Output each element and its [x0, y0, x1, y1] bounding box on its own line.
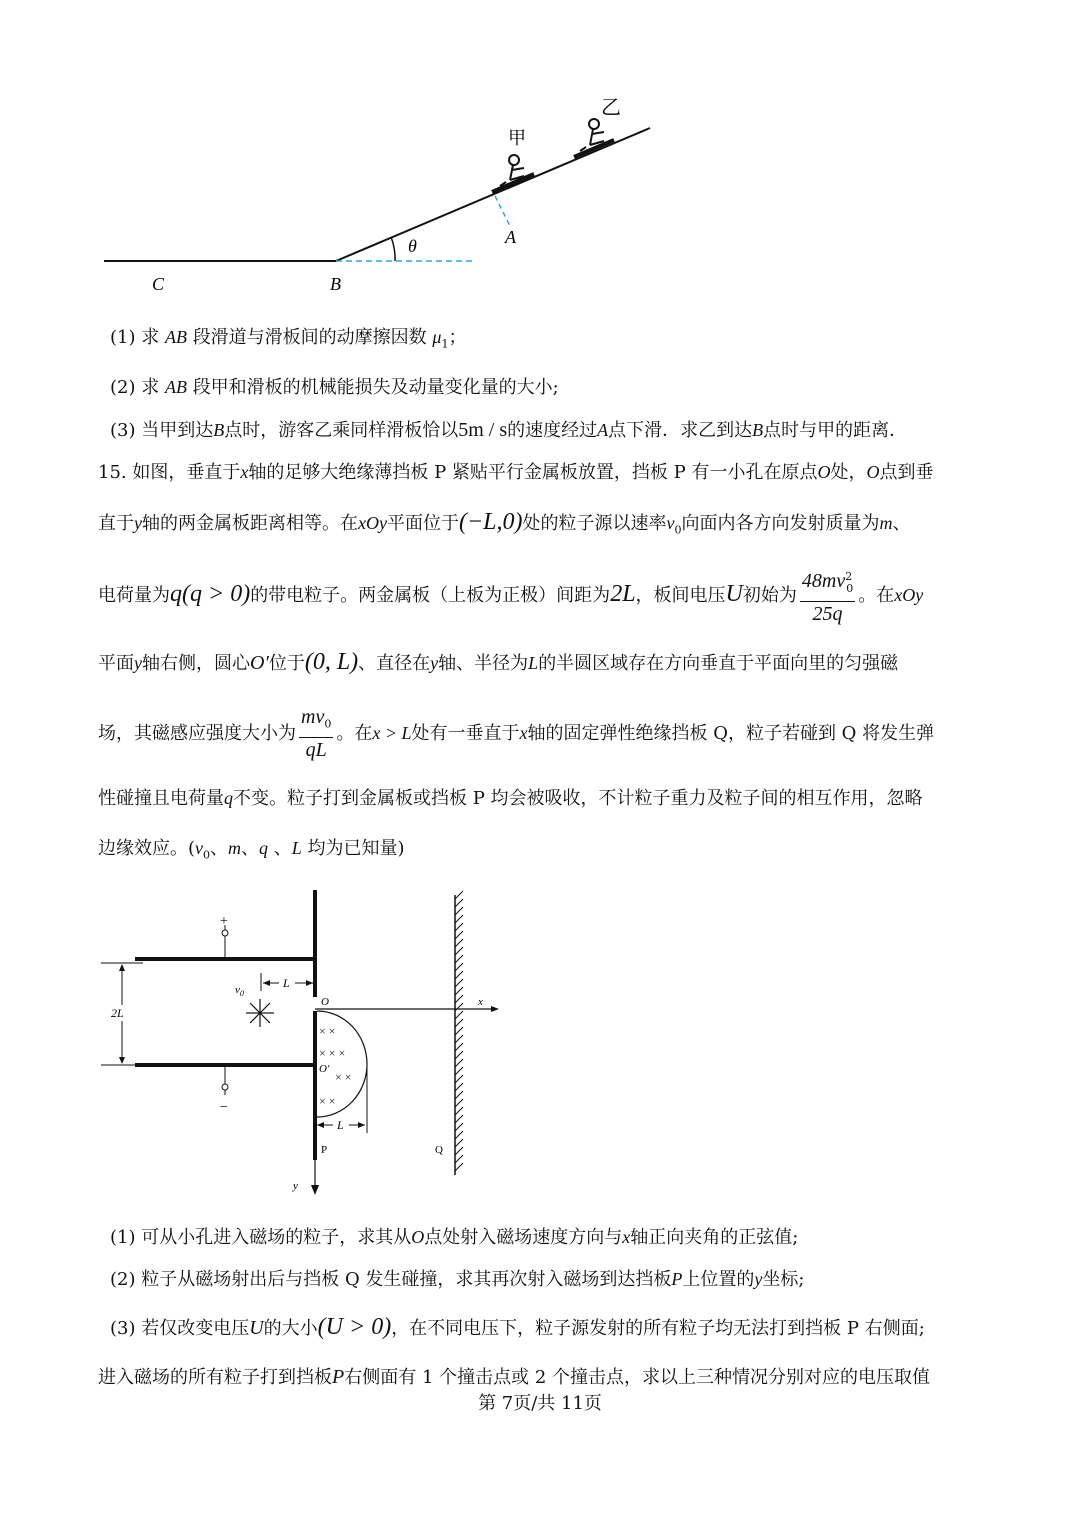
hatch-mark — [455, 1139, 463, 1147]
hatch-mark — [455, 1083, 463, 1091]
hatch-mark — [455, 939, 463, 947]
label-O: O — [321, 996, 329, 1008]
hatch-mark — [455, 907, 463, 915]
svg-text:× ×: × × — [335, 1070, 352, 1084]
math: m — [228, 838, 242, 858]
hatch-mark — [455, 899, 463, 907]
text: 轴的固定弹性绝缘挡板 Q，粒子若碰到 Q 将发生弹 — [527, 722, 935, 744]
math: 25q — [812, 602, 843, 625]
math: x — [240, 462, 249, 482]
text: 平面 — [98, 653, 134, 674]
hatch-mark — [455, 1011, 463, 1019]
label-jia: 甲 — [508, 128, 526, 148]
text: 点时与甲的距离． — [763, 420, 908, 441]
text: 处有一垂直于 — [411, 722, 520, 744]
math: U — [725, 580, 743, 607]
math: q — [224, 788, 233, 808]
math: A — [597, 420, 609, 440]
hatch-mark — [455, 947, 463, 955]
label-B: B — [330, 274, 341, 294]
text: 电荷量为 — [98, 584, 170, 606]
text: 点下滑．求乙到达 — [608, 420, 753, 441]
text: (1) 可从小孔进入磁场的粒子，求其从 — [110, 1227, 412, 1248]
text: 、 — [241, 838, 260, 859]
hatch-mark — [455, 1075, 463, 1083]
math: xOy — [894, 584, 924, 605]
text: 15. 如图，垂直于 — [98, 462, 241, 483]
label-2L: 2L — [111, 1006, 124, 1020]
label-theta: θ — [408, 236, 417, 256]
math: (0, L) — [304, 649, 359, 675]
q14-part2 — [110, 375, 559, 400]
text: 、 — [268, 838, 292, 859]
particle-source-icon — [246, 999, 274, 1027]
text: (3) 当甲到达 — [110, 420, 214, 441]
slope-line — [336, 128, 650, 261]
hatch-mark — [455, 955, 463, 963]
text: 直于 — [98, 513, 134, 534]
hatch-mark — [455, 1067, 463, 1075]
hatch-mark — [455, 923, 463, 931]
text: 轴的两金属板距离相等。在 — [142, 513, 358, 534]
hatch-mark — [455, 1115, 463, 1123]
text: 、直径在 — [358, 653, 431, 674]
math: qL — [305, 738, 327, 761]
text: 均为已知量) — [301, 838, 405, 859]
math: (U > 0) — [317, 1314, 392, 1340]
text: (2) 粒子从磁场射出后与挡板 Q 发生碰撞，求其再次射入磁场到达挡板 — [110, 1269, 672, 1290]
text: 初始为 — [742, 584, 797, 606]
label-L-bottom: L — [337, 1118, 344, 1132]
hatch-mark — [455, 915, 463, 923]
math: AB — [164, 327, 187, 347]
math: P — [332, 1366, 345, 1388]
text: 的速度经过 — [507, 420, 598, 441]
math: y — [430, 653, 439, 673]
text: 边缘效应。( — [98, 838, 196, 859]
text: 轴正向夹角的正弦值; — [630, 1227, 799, 1248]
q15-line4 — [98, 650, 898, 676]
hatch-mark — [455, 1027, 463, 1035]
math: 48mv — [801, 570, 846, 592]
math: x — [519, 722, 528, 743]
text: 轴右侧，圆心 — [142, 653, 250, 674]
math-sub: 0 — [674, 523, 682, 537]
hatch-mark — [455, 1155, 463, 1163]
label-L-top: L — [283, 976, 290, 990]
text: 点处射入磁场速度方向与 — [424, 1227, 623, 1248]
math: O — [411, 1227, 425, 1247]
text: 右侧面有 1 个撞击点或 2 个撞击点，求以上三种情况分别对应的电压取值 — [344, 1367, 931, 1388]
text: ，在不同电压下，粒子源发射的所有粒子均无法打到挡板 P 右侧面; — [391, 1318, 925, 1339]
math: q(q > 0) — [170, 580, 251, 607]
math: y — [134, 653, 142, 673]
label-A: A — [505, 227, 516, 247]
q15-line5 — [98, 706, 934, 762]
hatch-mark — [455, 1051, 463, 1059]
q15-part2 — [110, 1267, 805, 1292]
hatch-mark — [455, 971, 463, 979]
field-fraction — [299, 706, 333, 762]
hatch-mark — [455, 931, 463, 939]
math: 2L — [610, 580, 636, 607]
text: 平面位于 — [386, 513, 459, 534]
text: 。在 — [336, 722, 373, 744]
text: 处， — [830, 462, 867, 483]
text: 、 — [892, 513, 911, 534]
hatch-mark — [455, 995, 463, 1003]
text: (3) 若仅改变电压 — [110, 1318, 250, 1339]
hatch-mark — [455, 987, 463, 995]
math: y — [134, 513, 142, 533]
svg-text:× ×: × × — [319, 1094, 336, 1108]
math-sub: 0 — [846, 581, 854, 595]
math: v — [666, 513, 675, 533]
text: 的半圆区域存在方向垂直于平面向里的匀强磁 — [538, 653, 899, 674]
math: B — [213, 420, 225, 440]
math: L — [528, 653, 539, 673]
math: U — [249, 1317, 264, 1339]
text: 处的粒子源以速率 — [522, 513, 667, 534]
q14-part3 — [110, 418, 907, 443]
math: B — [752, 420, 764, 440]
math: O — [866, 462, 880, 482]
q15-part1 — [110, 1225, 798, 1250]
text: 点时，游客乙乘同样滑板恰以 — [224, 420, 459, 441]
math: x > L — [372, 722, 412, 743]
math: v — [195, 838, 204, 858]
math: O′ — [250, 652, 269, 674]
y-axis-arrow — [311, 1185, 319, 1195]
math: μ — [432, 327, 442, 347]
text: (2) 求 — [110, 377, 160, 398]
x-axis-arrow — [491, 1006, 499, 1012]
hatch-mark — [455, 1035, 463, 1043]
hatch-mark — [455, 891, 463, 899]
text: 、 — [210, 838, 229, 859]
q15-line6 — [98, 786, 923, 811]
svg-text:× ×: × × — [319, 1024, 336, 1038]
text: ，板间电压 — [635, 584, 726, 606]
text: 轴的足够大绝缘薄挡板 P 紧贴平行金属板放置，挡板 P 有一小孔在原点 — [248, 462, 818, 483]
hatch-mark — [455, 1003, 463, 1011]
text: ； — [448, 327, 467, 348]
q15-part3-cont — [98, 1365, 930, 1390]
math: (−L,0) — [458, 509, 523, 535]
hatch-mark — [455, 979, 463, 987]
text: 向面内各方向发射质量为 — [681, 513, 880, 534]
math: 5m / s — [458, 419, 508, 441]
hatch-mark — [455, 1107, 463, 1115]
hatch-mark — [455, 1147, 463, 1155]
label-y: y — [293, 1180, 298, 1192]
baffle-Q-hatch — [455, 891, 463, 1171]
q15-line1 — [98, 460, 933, 485]
math: AB — [164, 377, 187, 397]
math-sub: 0 — [324, 717, 332, 731]
hatch-mark — [455, 1059, 463, 1067]
hatch-mark — [455, 1131, 463, 1139]
hatch-mark — [455, 1019, 463, 1027]
hatch-mark — [455, 1123, 463, 1131]
text: 不变。粒子打到金属板或挡板 P 均会被吸收，不计粒子重力及粒子间的相互作用，忽略 — [233, 788, 923, 809]
label-v0: $v_0$ — [235, 984, 244, 998]
math: L — [291, 838, 302, 858]
hatch-mark — [455, 1099, 463, 1107]
text: 的带电粒子。两金属板（上板为正极）间距为 — [250, 584, 611, 606]
label-yi: 乙 — [601, 97, 621, 119]
math: P — [671, 1269, 683, 1289]
math-sup: 2 — [845, 570, 853, 583]
text: 段甲和滑板的机械能损失及动量变化量的大小; — [192, 377, 559, 398]
label-Q: Q — [435, 1144, 443, 1156]
text: 。在 — [858, 584, 895, 606]
hatch-mark — [455, 963, 463, 971]
text: 的大小 — [263, 1318, 318, 1339]
theta-arc — [391, 237, 395, 261]
voltage-fraction — [800, 566, 855, 626]
math: mv — [301, 706, 325, 728]
text: 进入磁场的所有粒子打到挡板 — [98, 1367, 332, 1388]
math: m — [879, 513, 893, 533]
math-sub: 1 — [441, 337, 449, 351]
label-P: P — [321, 1144, 328, 1156]
slope-figure — [90, 80, 690, 310]
math: xOy — [358, 513, 387, 533]
hatch-mark — [455, 1043, 463, 1051]
text: 场，其磁感应强度大小为 — [98, 722, 296, 744]
text: 上位置的 — [682, 1269, 755, 1290]
label-minus: − — [220, 1100, 228, 1115]
math: y — [754, 1269, 763, 1289]
minus-terminal — [222, 1084, 228, 1090]
q15-line7 — [98, 836, 405, 868]
text: 轴、半径为 — [438, 653, 529, 674]
field-figure — [95, 885, 515, 1205]
perpendicular-dash — [495, 196, 510, 226]
label-C: C — [152, 274, 165, 294]
label-x: x — [478, 996, 483, 1008]
text: 坐标; — [762, 1269, 805, 1290]
svg-text:× × ×: × × × — [319, 1046, 346, 1060]
page-footer: 第 7页/共 11页 — [478, 1393, 602, 1414]
label-plus: + — [220, 914, 228, 929]
q15-line3 — [98, 566, 923, 626]
math: O — [817, 462, 831, 482]
text: 位于 — [268, 653, 305, 674]
hatch-mark — [455, 1163, 463, 1171]
math-sub: 0 — [203, 848, 211, 862]
math: q — [259, 838, 269, 858]
q15-part3 — [110, 1315, 925, 1341]
q14-part1 — [110, 325, 466, 357]
hatch-mark — [455, 1091, 463, 1099]
math: x — [622, 1227, 631, 1247]
label-Oprime: O′ — [319, 1063, 330, 1075]
text: 性碰撞且电荷量 — [98, 788, 224, 809]
plus-terminal — [222, 930, 228, 936]
text: 段滑道与滑板间的动摩擦因数 — [192, 327, 427, 348]
q15-line2 — [98, 510, 911, 543]
text: (1) 求 — [110, 327, 160, 348]
text: 点到垂 — [879, 462, 934, 483]
